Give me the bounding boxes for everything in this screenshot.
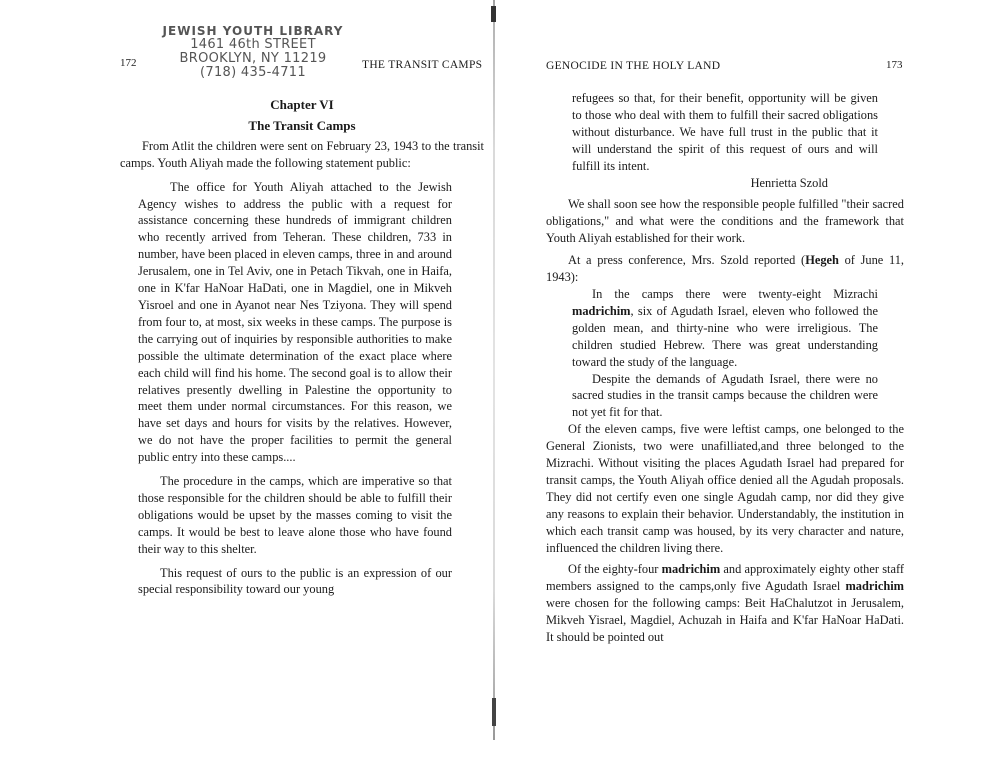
left-running-head: THE TRANSIT CAMPS xyxy=(362,59,483,71)
chapter-number: Chapter VI xyxy=(270,97,334,112)
quote-signature: Henrietta Szold xyxy=(750,175,828,190)
stamp-line: BROOKLYN, NY 11219 xyxy=(179,51,327,66)
gutter-smudge xyxy=(492,698,496,726)
left-page-body xyxy=(120,97,484,598)
block-quote xyxy=(572,286,878,421)
right-page-number: 173 xyxy=(886,59,903,71)
quote-paragraph: This request of ours to the public is an expression of our special responsibility toward our young xyxy=(138,565,452,597)
quote-paragraph: The office for Youth Aliyah attached to the Jewish Agency wishes to address the public with a request for assistance concerning these hundreds of immigrant children who recently arrived from Teheran. These children, 733 in number, have been placed in eleven camps, three in and around Jerusalem, one in Tel Aviv, one in Petach Tikvah, one in Haifa, one in K'far HaNoar HaDati, one in Magdiel, one in Mikveh Yisroel and one in Ayanot near Nes Tziyona. They will spend from four to, at most, six weeks in these camps. The purpose is the carrying out of inquiries by responsible authorities to make possible the ultimate determination of the exact place where each child will find his home. The second goal is to allow their relatives presently dwelling in Palestine the opportunity to meet them under normal circumstances. For this reason, we have set days and hours for visits by the relatives. However, we do not have the proper facilities to permit the general public entry into these camps.... xyxy=(138,179,452,465)
quote-paragraph: refugees so that, for their benefit, opportunity will be given to those who deal with them to fulfill their sacred obligations without disturbance. We have full trust in the public that it will understand the spirit of this request of ours and will fulfill its intent. xyxy=(572,91,878,173)
library-stamp xyxy=(158,24,348,80)
book-gutter xyxy=(493,0,495,740)
term-madrichim: madrichim xyxy=(661,562,721,577)
chapter-title: The Transit Camps xyxy=(248,117,356,133)
body-paragraph: We shall soon see how the responsible people fulfilled "their sacred obligations," and what were the conditions and the framework that Youth Aliyah established for their work. xyxy=(546,197,904,246)
intro-paragraph: From Atlit the children were sent on February 23, 1943 to the transit camps. Youth Aliyah made the following statement public: xyxy=(120,138,484,170)
quote-paragraph: In the camps there were twenty-eight Mizrachi madrichim, six of Agudath Israel, eleven who followed the golden mean, and thirty-nine who were irreligious. The children studied Hebrew. There was great understanding toward the study of the language. xyxy=(572,286,878,369)
left-page-number: 172 xyxy=(120,57,137,69)
block-quote xyxy=(138,179,452,599)
term-madrichim: madrichim xyxy=(845,579,904,594)
body-paragraph: Of the eleven camps, five were leftist camps, one belonged to the General Zionists, two were unafilliated,and three belonged to the Mizrachi. Without visiting the places Agudath Israel had prepared for transit camps, the Youth Aliyah office denied all the Agudah proposals. They did not certify even one single Agudah camp, nor did they give any reasons to explain their behavior. Understandably, the institution in which each transit camp was housed, by its very character and nature, influenced the children living there. xyxy=(546,422,904,555)
quote-paragraph: Despite the demands of Agudath Israel, there were no sacred studies in the transit camps because the children were not yet fit for that. xyxy=(572,371,878,420)
stamp-line: 1461 46th STREET xyxy=(190,37,316,52)
right-page-body xyxy=(546,90,904,646)
quote-paragraph: The procedure in the camps, which are imperative so that those responsible for the children should be able to fulfill their obligations would be upset by the masses coming to visit the camps. It would be best to leave alone those who have found their way to this shelter. xyxy=(138,474,452,556)
right-running-head: GENOCIDE IN THE HOLY LAND xyxy=(546,60,721,72)
body-paragraph: At a press conference, Mrs. Szold reported (Hegeh of June 11, 1943): xyxy=(546,253,904,285)
body-paragraph: Of the eighty-four madrichim and approximately eighty other staff members assigned to the camps,only five Agudath Israel madrichim were chosen for the following camps: Beit HaChalutzot in Jerusalem, Mikveh Yisrael, Magdiel, Achuzah in Haifa and K'far HaNoar HaDati. It should be pointed out xyxy=(546,562,905,645)
block-quote-continued xyxy=(572,90,878,191)
gutter-smudge xyxy=(491,6,496,22)
term-madrichim: madrichim xyxy=(572,303,631,318)
stamp-line: (718) 435-4711 xyxy=(200,65,306,80)
stamp-line: JEWISH YOUTH LIBRARY xyxy=(162,24,344,38)
newspaper-name: Hegeh xyxy=(805,253,839,268)
